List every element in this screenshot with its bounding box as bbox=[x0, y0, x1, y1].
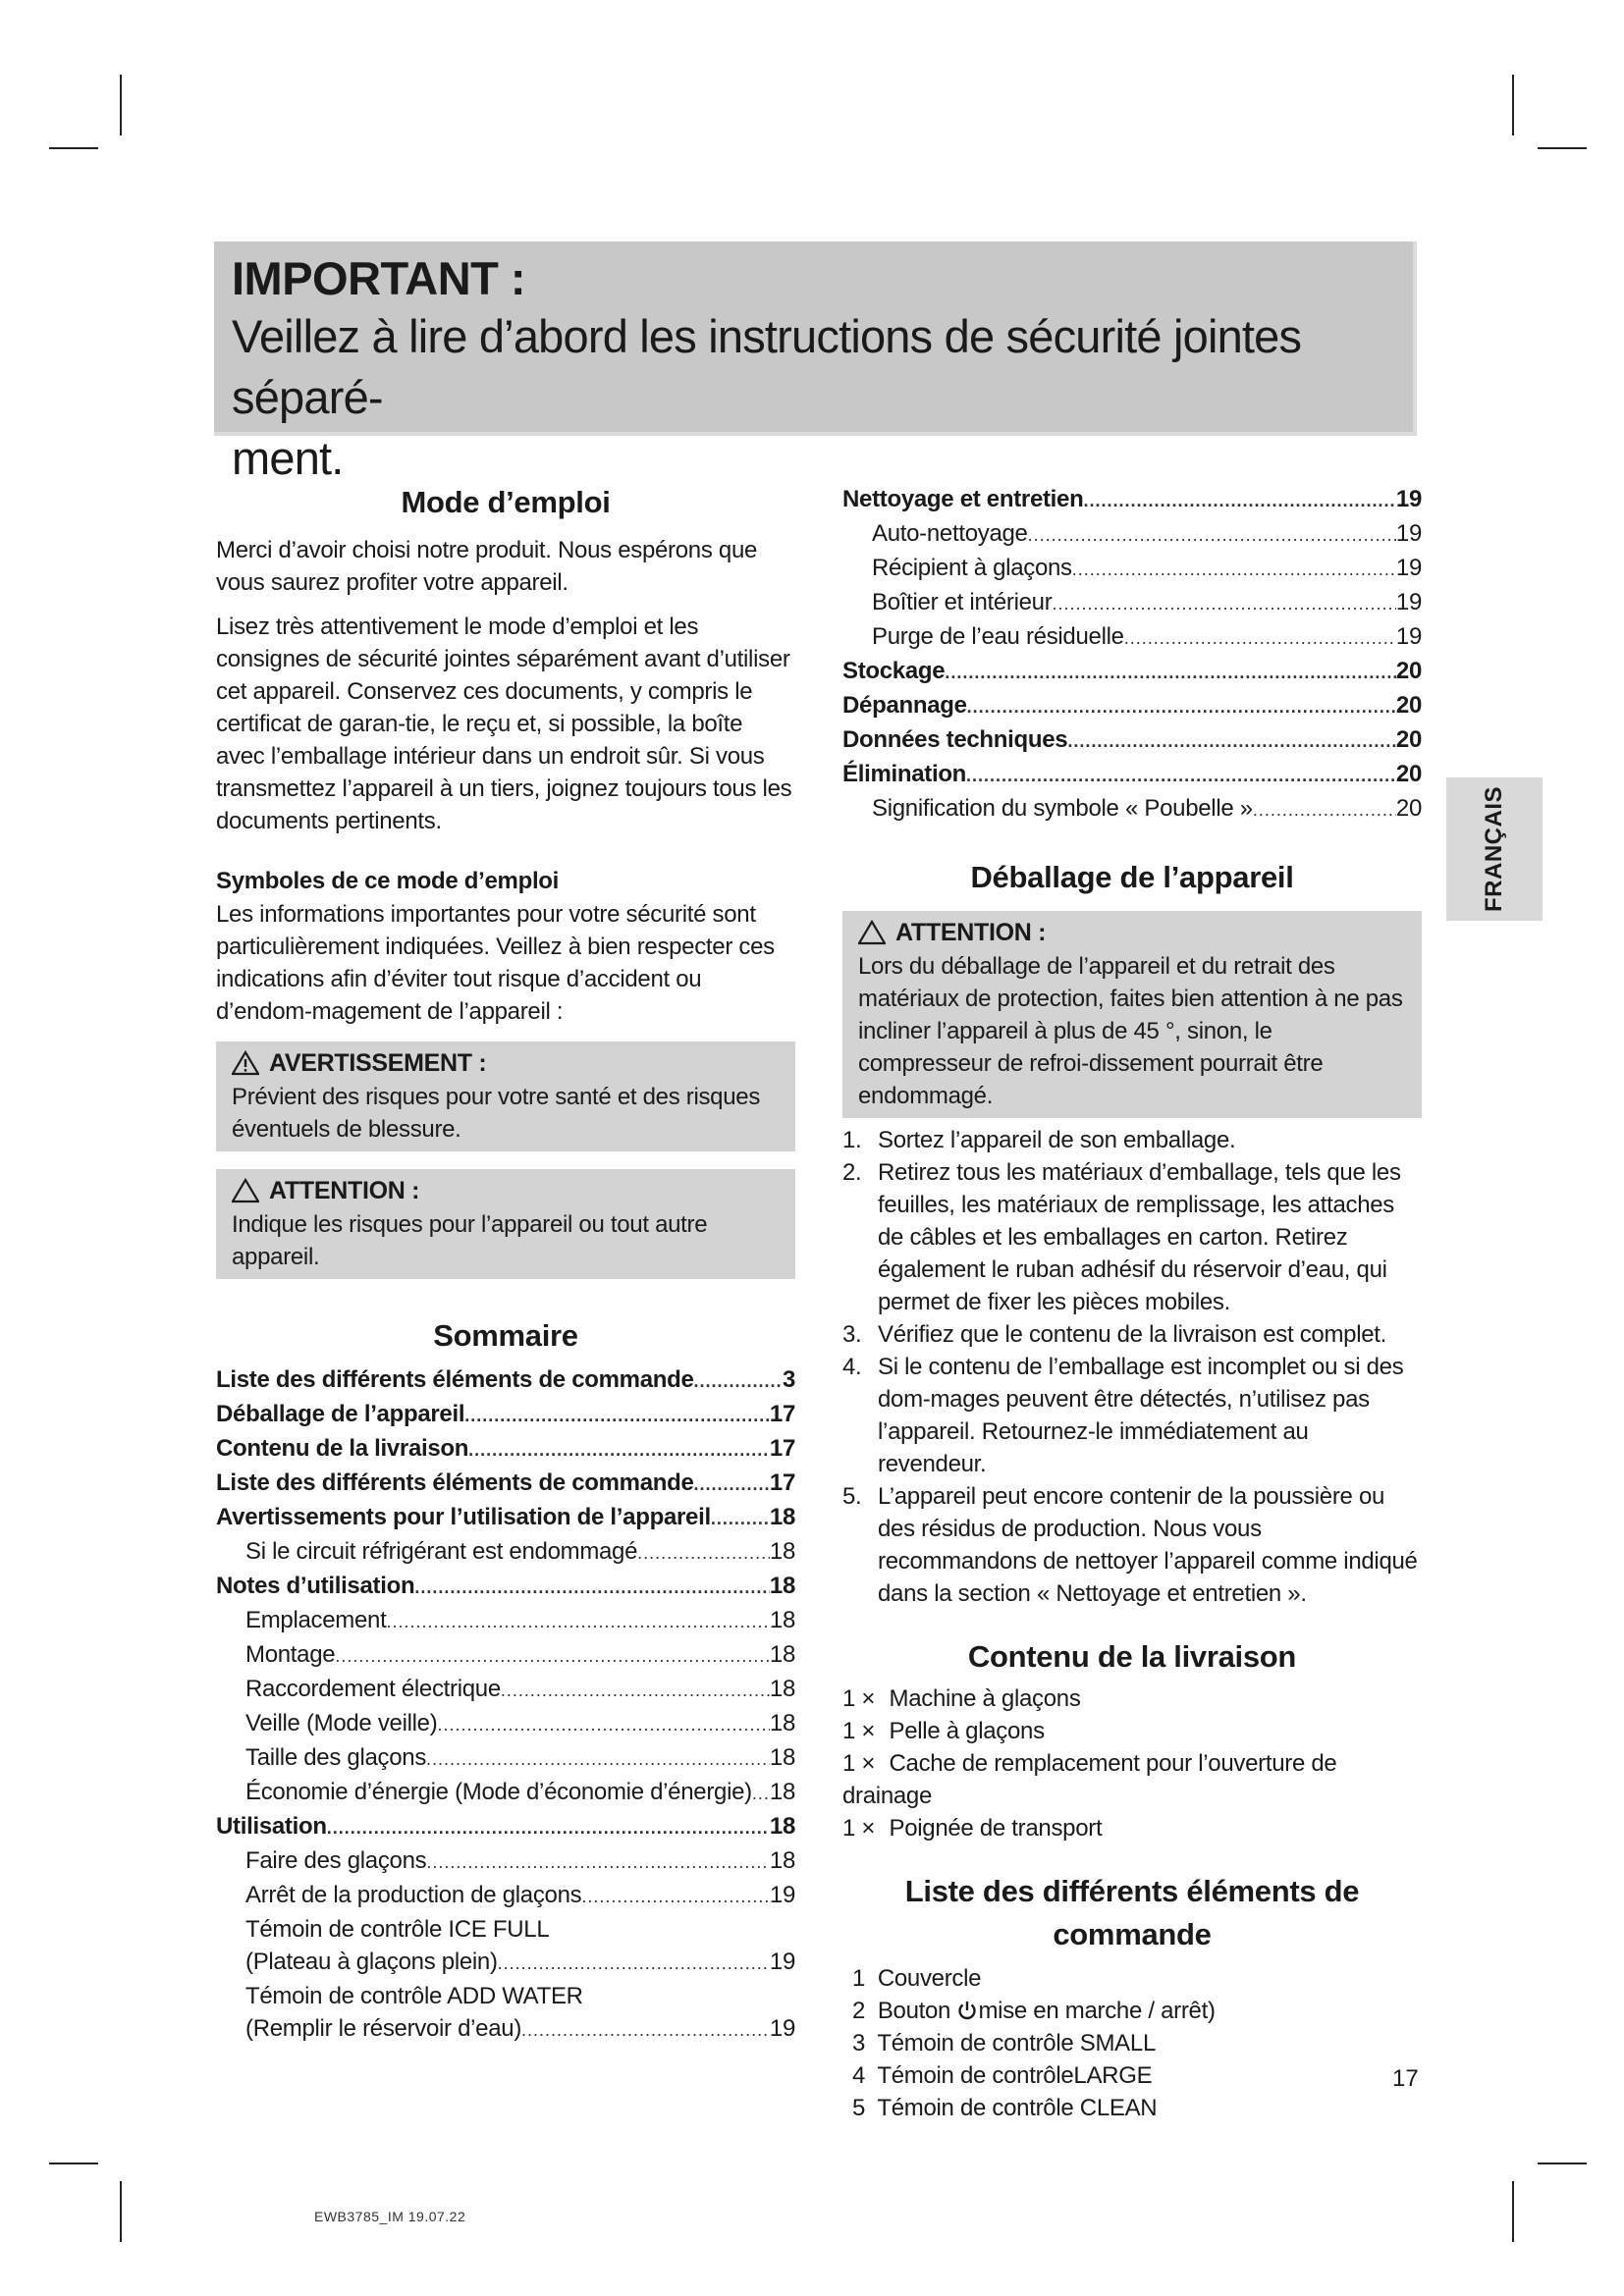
toc-leader bbox=[967, 689, 1396, 723]
toc-leader bbox=[752, 1776, 770, 1810]
toc-label: Taille des glaçons bbox=[245, 1744, 427, 1771]
toc-label: (Plateau à glaçons plein) bbox=[245, 1949, 498, 1975]
toc-page: 18 bbox=[769, 1607, 795, 1633]
toc-page: 20 bbox=[1395, 726, 1422, 753]
toc-label: Utilisation bbox=[216, 1813, 327, 1840]
item-text: Poignée de transport bbox=[889, 1815, 1103, 1842]
toc-label: Signification du symbole « Poubelle » bbox=[872, 795, 1253, 822]
liste-title-line-1: Liste des différents éléments de bbox=[904, 1874, 1360, 1908]
toc-entry bbox=[216, 1604, 795, 1638]
toc-page: 19 bbox=[1395, 486, 1422, 512]
toc-label: Contenu de la livraison bbox=[216, 1435, 469, 1462]
toc-leader bbox=[1052, 586, 1395, 620]
toc-label: Économie d’énergie (Mode d’économie d’énergie) bbox=[245, 1779, 752, 1805]
toc-label: Liste des différents éléments de commande bbox=[216, 1366, 694, 1393]
step-number: 1. bbox=[842, 1127, 862, 1153]
item-number: 3 bbox=[852, 2030, 866, 2056]
toc-page: 19 bbox=[1395, 623, 1422, 650]
toc-page: 19 bbox=[769, 1949, 795, 1975]
toc-page: 18 bbox=[769, 1504, 795, 1530]
attention-box bbox=[216, 1169, 795, 1279]
toc-entry bbox=[842, 792, 1422, 827]
item-text: Couvercle bbox=[877, 1965, 982, 1992]
item-quantity: 1 × bbox=[842, 1685, 882, 1712]
attention-head: ATTENTION : bbox=[269, 1177, 420, 1204]
toc-leader bbox=[711, 1501, 770, 1535]
toc-label: Boîtier et intérieur bbox=[872, 589, 1053, 615]
toc-label: Données techniques bbox=[842, 726, 1068, 753]
contenu-item bbox=[842, 1682, 1422, 1715]
step-number: 5. bbox=[842, 1483, 862, 1510]
toc-label: Raccordement électrique bbox=[245, 1676, 501, 1702]
toc-entry bbox=[842, 620, 1422, 655]
step-item bbox=[842, 1156, 1422, 1318]
toc-entry bbox=[216, 1879, 795, 1913]
toc-entry bbox=[216, 1810, 795, 1844]
toc-entry bbox=[842, 517, 1422, 552]
toc-page: 18 bbox=[769, 1779, 795, 1805]
toc-page: 19 bbox=[1395, 555, 1422, 581]
toc-leader bbox=[581, 1879, 770, 1913]
toc-entry bbox=[216, 1741, 795, 1776]
toc-leader bbox=[945, 655, 1396, 689]
toc-leader bbox=[1067, 723, 1396, 758]
important-line-2: ment. bbox=[232, 432, 344, 484]
toc-leader bbox=[1028, 517, 1396, 552]
toc-leader bbox=[437, 1707, 769, 1741]
toc-page: 18 bbox=[769, 1847, 795, 1874]
toc-page: 19 bbox=[1395, 520, 1422, 547]
attention-triangle-icon bbox=[232, 1178, 259, 1203]
crop-mark bbox=[49, 147, 98, 149]
crop-mark bbox=[120, 75, 122, 135]
warning-triangle-icon bbox=[232, 1050, 259, 1076]
toc-label: Témoin de contrôle ADD WATER bbox=[245, 1983, 583, 2009]
toc-entry bbox=[842, 689, 1422, 723]
left-column bbox=[216, 481, 795, 2047]
intro-paragraph: Merci d’avoir choisi notre produit. Nous espérons que vous saurez profiter votre appareil. bbox=[216, 537, 758, 596]
toc-entry bbox=[216, 1913, 795, 1946]
list-item bbox=[852, 1995, 1422, 2027]
step-item bbox=[842, 1318, 1422, 1351]
toc-leader bbox=[335, 1638, 770, 1673]
item-quantity: 1 × bbox=[842, 1718, 882, 1744]
toc-entry bbox=[216, 1844, 795, 1879]
list-item bbox=[852, 1962, 1422, 1995]
toc-entry bbox=[216, 1467, 795, 1501]
toc-label: Stockage bbox=[842, 658, 946, 684]
toc-leader bbox=[498, 1946, 770, 1980]
warning-head: AVERTISSEMENT : bbox=[269, 1049, 487, 1077]
crop-mark bbox=[1512, 75, 1514, 135]
step-text: Vérifiez que le contenu de la livraison est complet. bbox=[878, 1321, 1387, 1348]
toc-page: 18 bbox=[769, 1744, 795, 1771]
crop-mark bbox=[49, 2163, 98, 2164]
toc-label: Faire des glaçons bbox=[245, 1847, 427, 1874]
toc-label: Témoin de contrôle ICE FULL bbox=[245, 1916, 550, 1943]
toc-entry bbox=[842, 586, 1422, 620]
toc-page: 18 bbox=[769, 1813, 795, 1840]
item-text: Témoin de contrôle CLEAN bbox=[877, 2095, 1158, 2121]
toc-leader bbox=[694, 1363, 783, 1398]
toc-label: Liste des différents éléments de commande bbox=[216, 1469, 694, 1496]
footer-code: EWB3785_IM 19.07.22 bbox=[314, 2209, 466, 2224]
item-number: 4 bbox=[852, 2062, 866, 2089]
contenu-list bbox=[842, 1682, 1422, 1844]
item-text: mise en marche / arrêt) bbox=[978, 1998, 1216, 2024]
toc-leader bbox=[464, 1398, 770, 1432]
toc-page: 17 bbox=[769, 1401, 795, 1427]
deballage-attention-text: Lors du déballage de l’appareil et du retrait des matériaux de protection, faites bien attention à ne pas incliner l’appareil à plus de 45 °, sinon, le compresseur de refroi-dissement pourrait être endommagé. bbox=[858, 953, 1403, 1109]
toc-entry bbox=[842, 655, 1422, 689]
toc-label: Avertissements pour l’utilisation de l’appareil bbox=[216, 1504, 711, 1530]
list-item bbox=[852, 2027, 1422, 2059]
item-text: Machine à glaçons bbox=[889, 1685, 1081, 1712]
power-icon bbox=[956, 2000, 978, 2021]
toc-label: Déballage de l’appareil bbox=[216, 1401, 465, 1427]
toc-label: Récipient à glaçons bbox=[872, 555, 1072, 581]
toc-entry bbox=[216, 1398, 795, 1432]
toc-entry bbox=[842, 723, 1422, 758]
toc-leader bbox=[966, 758, 1396, 792]
toc-label: Si le circuit réfrigérant est endommagé bbox=[245, 1538, 638, 1565]
toc-label: Notes d’utilisation bbox=[216, 1573, 415, 1599]
contenu-item bbox=[842, 1747, 1422, 1812]
toc-label: Auto-nettoyage bbox=[872, 520, 1028, 547]
liste-items bbox=[842, 1962, 1422, 2124]
toc-entry bbox=[216, 1535, 795, 1570]
contenu-item bbox=[842, 1715, 1422, 1747]
step-number: 3. bbox=[842, 1321, 862, 1348]
toc-leader bbox=[1083, 483, 1395, 517]
toc-entry bbox=[216, 1363, 795, 1398]
toc-left bbox=[216, 1363, 795, 2047]
toc-entry bbox=[216, 1501, 795, 1535]
attention-triangle-icon bbox=[858, 920, 886, 945]
item-text: Bouton bbox=[877, 1998, 951, 2024]
important-line-1: Veillez à lire d’abord les instructions de sécurité jointes séparé- bbox=[232, 310, 1302, 423]
toc-label: Élimination bbox=[842, 761, 967, 787]
important-title: IMPORTANT : bbox=[232, 252, 526, 304]
step-item bbox=[842, 1480, 1422, 1610]
list-item bbox=[852, 2092, 1422, 2124]
liste-title-line-2: commande bbox=[1053, 1917, 1212, 1951]
toc-entry bbox=[216, 1980, 795, 2012]
toc-label: Purge de l’eau résiduelle bbox=[872, 623, 1124, 650]
item-text: Témoin de contrôleLARGE bbox=[877, 2062, 1153, 2089]
important-banner bbox=[214, 241, 1417, 484]
crop-mark bbox=[1512, 2181, 1514, 2242]
toc-entry bbox=[216, 1946, 795, 1980]
toc-label: Arrêt de la production de glaçons bbox=[245, 1882, 582, 1908]
step-text: Sortez l’appareil de son emballage. bbox=[878, 1127, 1236, 1153]
symbols-title: Symboles de ce mode d’emploi bbox=[216, 868, 560, 894]
step-item bbox=[842, 1351, 1422, 1480]
toc-leader bbox=[637, 1535, 770, 1570]
toc-label: (Remplir le réservoir d’eau) bbox=[245, 2015, 522, 2042]
instructions-paragraph: Lisez très attentivement le mode d’emploi et les consignes de sécurité jointes séparément avant d’utiliser cet appareil. Conservez ces documents, y compris le certificat de garan-tie, le reçu et, si possible, la boîte avec l’emballage intérieur dans un endroit sûr. Si vous transmettez l’appareil à un tiers, joignez toujours tous les documents pertinents. bbox=[216, 614, 792, 834]
toc-entry bbox=[216, 1707, 795, 1741]
toc-page: 17 bbox=[769, 1435, 795, 1462]
toc-entry bbox=[842, 758, 1422, 792]
toc-label: Nettoyage et entretien bbox=[842, 486, 1084, 512]
item-number: 2 bbox=[852, 1998, 866, 2024]
toc-page: 20 bbox=[1395, 795, 1422, 822]
warning-box bbox=[216, 1041, 795, 1151]
warning-text: Prévient des risques pour votre santé et des risques éventuels de blessure. bbox=[232, 1084, 761, 1143]
deballage-attention-head: ATTENTION : bbox=[895, 919, 1047, 946]
toc-leader bbox=[426, 1741, 770, 1776]
toc-page: 20 bbox=[1395, 658, 1422, 684]
deballage-attention-box bbox=[842, 911, 1422, 1118]
toc-leader bbox=[521, 2012, 770, 2047]
toc-leader bbox=[1253, 792, 1396, 827]
item-text: Pelle à glaçons bbox=[889, 1718, 1045, 1744]
language-tab bbox=[1446, 777, 1543, 921]
toc-leader bbox=[694, 1467, 770, 1501]
deballage-title: Déballage de l’appareil bbox=[970, 860, 1294, 894]
toc-entry bbox=[216, 1776, 795, 1810]
item-quantity: 1 × bbox=[842, 1750, 882, 1777]
toc-leader bbox=[468, 1432, 770, 1467]
toc-entry bbox=[842, 483, 1422, 517]
toc-entry bbox=[216, 1570, 795, 1604]
item-quantity: 1 × bbox=[842, 1815, 882, 1842]
page-number: 17 bbox=[1392, 2065, 1419, 2092]
language-label: FRANÇAIS bbox=[1481, 786, 1507, 912]
toc-page: 18 bbox=[769, 1641, 795, 1668]
sommaire-title: Sommaire bbox=[433, 1318, 578, 1353]
crop-mark bbox=[1538, 147, 1587, 149]
toc-entry bbox=[216, 1673, 795, 1707]
toc-leader bbox=[426, 1844, 770, 1879]
toc-page: 18 bbox=[769, 1573, 795, 1599]
symbols-text: Les informations importantes pour votre sécurité sont particulièrement indiquées. Veillez à bien respecter ces indications afin d’éviter tout risque d’accident ou d’endom-magement de l’appareil : bbox=[216, 901, 775, 1025]
toc-leader bbox=[386, 1604, 769, 1638]
deballage-steps bbox=[842, 1124, 1422, 1610]
toc-page: 20 bbox=[1395, 692, 1422, 719]
toc-right bbox=[842, 483, 1422, 827]
item-text: Cache de remplacement pour l’ouverture de drainage bbox=[842, 1750, 1337, 1809]
toc-page: 20 bbox=[1395, 761, 1422, 787]
step-number: 4. bbox=[842, 1354, 862, 1380]
toc-page: 19 bbox=[1395, 589, 1422, 615]
toc-page: 19 bbox=[769, 1882, 795, 1908]
toc-leader bbox=[501, 1673, 770, 1707]
crop-mark bbox=[120, 2181, 122, 2242]
toc-entry bbox=[216, 1638, 795, 1673]
contenu-item bbox=[842, 1812, 1422, 1844]
item-number: 1 bbox=[852, 1965, 866, 1992]
toc-entry bbox=[842, 552, 1422, 586]
toc-label: Dépannage bbox=[842, 692, 967, 719]
toc-page: 17 bbox=[769, 1469, 795, 1496]
toc-leader bbox=[1072, 552, 1396, 586]
toc-page: 18 bbox=[769, 1538, 795, 1565]
right-column bbox=[842, 481, 1422, 2124]
item-number: 5 bbox=[852, 2095, 866, 2121]
step-text: Retirez tous les matériaux d’emballage, tels que les feuilles, les matériaux de remplissage, les attaches de câbles et les emballages en carton. Retirez également le ruban adhésif du réservoir d’eau, qui permet de fixer les pièces mobiles. bbox=[878, 1159, 1401, 1315]
mode-emploi-title: Mode d’emploi bbox=[401, 485, 611, 519]
toc-page: 18 bbox=[769, 1676, 795, 1702]
toc-label: Veille (Mode veille) bbox=[245, 1710, 438, 1736]
toc-page: 18 bbox=[769, 1710, 795, 1736]
list-item bbox=[852, 2059, 1422, 2092]
toc-page: 3 bbox=[782, 1366, 795, 1393]
attention-text: Indique les risques pour l’appareil ou tout autre appareil. bbox=[232, 1211, 708, 1270]
step-text: L’appareil peut encore contenir de la poussière ou des résidus de production. Nous vous recommandons de nettoyer l’appareil comme indiqué dans la section « Nettoyage et entretien ». bbox=[878, 1483, 1418, 1607]
toc-leader bbox=[1124, 620, 1396, 655]
toc-entry bbox=[216, 1432, 795, 1467]
step-text: Si le contenu de l’emballage est incomplet ou si des dom-mages peuvent être détectés, n’utilisez pas l’appareil. Retournez-le immédiatement au revendeur. bbox=[878, 1354, 1404, 1477]
toc-leader bbox=[327, 1810, 770, 1844]
step-item bbox=[842, 1124, 1422, 1156]
toc-entry bbox=[216, 2012, 795, 2047]
toc-label: Montage bbox=[245, 1641, 336, 1668]
item-text: Témoin de contrôle SMALL bbox=[877, 2030, 1156, 2056]
toc-leader bbox=[414, 1570, 770, 1604]
toc-page: 19 bbox=[769, 2015, 795, 2042]
crop-mark bbox=[1538, 2163, 1587, 2164]
contenu-title: Contenu de la livraison bbox=[967, 1639, 1297, 1674]
toc-label: Emplacement bbox=[245, 1607, 387, 1633]
step-number: 2. bbox=[842, 1159, 862, 1186]
